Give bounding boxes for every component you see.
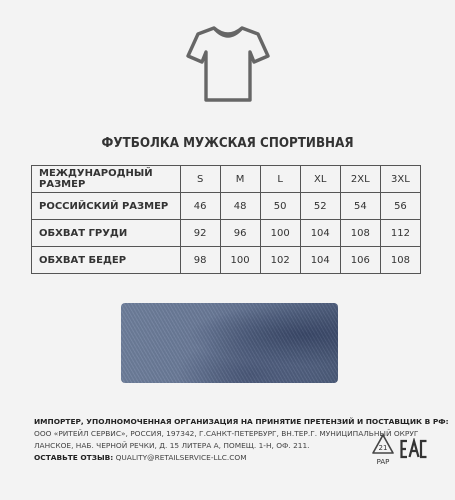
table-cell: 100 [220, 247, 260, 274]
table-cell: 48 [220, 193, 260, 220]
table-cell: M [220, 166, 260, 193]
table-cell: 46 [180, 193, 220, 220]
row-label: РОССИЙСКИЙ РАЗМЕР [32, 193, 181, 220]
product-title: ФУТБОЛКА МУЖСКАЯ СПОРТИВНАЯ [101, 136, 354, 151]
tshirt-icon [186, 22, 270, 106]
table-cell: 112 [380, 220, 420, 247]
importer-label: ИМПОРТЕР, УПОЛНОМОЧЕННАЯ ОРГАНИЗАЦИЯ НА ПРИНЯТИЕ ПРЕТЕНЗИЙ И ПОСТАВЩИК В РФ: [34, 417, 449, 426]
table-row [32, 193, 421, 220]
importer-address-line-1: ООО «РИТЕЙЛ СЕРВИС», РОССИЯ, 197342, Г.САНКТ-ПЕТЕРБУРГ, ВН.ТЕР.Г. МУНИЦИПАЛЬНЫЙ ОКРУГ [34, 429, 419, 438]
table-cell: 2XL [340, 166, 380, 193]
row-label: ОБХВАТ ГРУДИ [32, 220, 181, 247]
table-row [32, 220, 421, 247]
table-cell: 56 [380, 193, 420, 220]
table-cell: 52 [300, 193, 340, 220]
review-label: ОСТАВЬТЕ ОТЗЫВ: [34, 453, 114, 462]
row-label: МЕЖДУНАРОДНЫЙ РАЗМЕР [32, 166, 181, 193]
table-cell: 104 [300, 247, 340, 274]
table-cell: 98 [180, 247, 220, 274]
table-cell: 54 [340, 193, 380, 220]
table-cell: 3XL [380, 166, 420, 193]
fabric-swatch-image [121, 303, 338, 383]
table-cell: 50 [260, 193, 300, 220]
eac-mark-icon [400, 438, 428, 460]
table-cell: 104 [300, 220, 340, 247]
table-cell: XL [300, 166, 340, 193]
table-cell: 108 [380, 247, 420, 274]
review-email: QUALITY@RETAILSERVICE-LLC.COM [115, 453, 247, 462]
row-label: ОБХВАТ БЕДЕР [32, 247, 181, 274]
table-cell: 106 [340, 247, 380, 274]
table-cell: 96 [220, 220, 260, 247]
table-cell: L [260, 166, 300, 193]
recycle-icon [370, 432, 396, 472]
table-row [32, 166, 421, 193]
table-cell: S [180, 166, 220, 193]
size-chart-table [31, 165, 421, 274]
table-cell: 92 [180, 220, 220, 247]
recycle-code: PAP [376, 458, 390, 466]
table-row [32, 247, 421, 274]
table-cell: 102 [260, 247, 300, 274]
importer-address-line-2: ЛАНСКОЕ, НАБ. ЧЕРНОЙ РЕЧКИ, Д. 15 ЛИТЕРА А, ПОМЕЩ. 1-Н, ОФ. 211. [34, 441, 310, 450]
table-cell: 108 [340, 220, 380, 247]
recycle-number: 21 [378, 444, 388, 452]
table-cell: 100 [260, 220, 300, 247]
